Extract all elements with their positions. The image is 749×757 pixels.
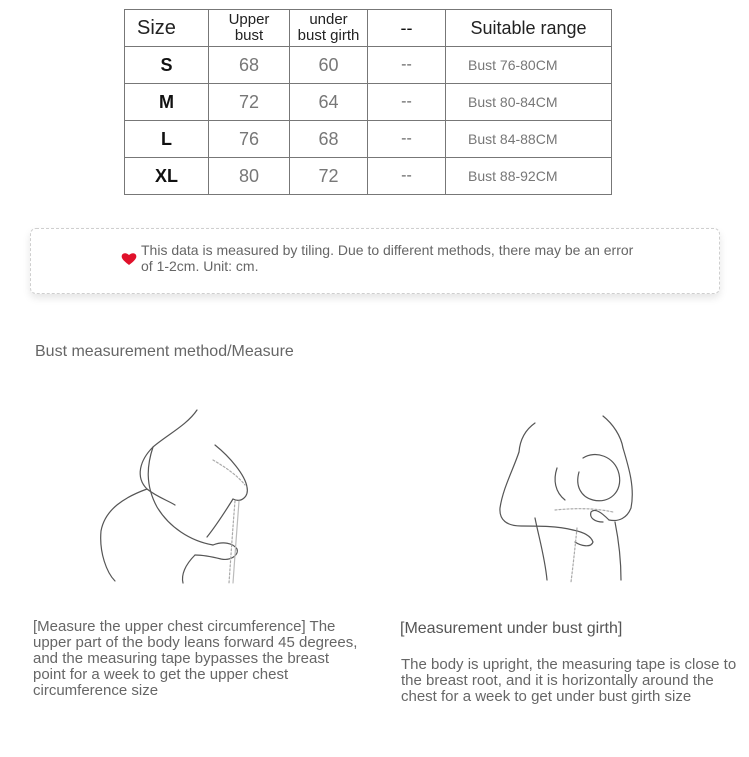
- under-bust-illustration: [495, 408, 640, 583]
- cell-dash: --: [368, 121, 446, 158]
- cell-size: L: [125, 121, 209, 158]
- cell-range: Bust 84-88CM: [446, 121, 612, 158]
- cell-under-bust: 64: [290, 84, 368, 121]
- cell-range: Bust 88-92CM: [446, 158, 612, 195]
- cell-upper-bust: 76: [209, 121, 290, 158]
- cell-range: Bust 76-80CM: [446, 47, 612, 84]
- cell-upper-bust: 80: [209, 158, 290, 195]
- table-row: [125, 158, 612, 195]
- cell-size: M: [125, 84, 209, 121]
- under-bust-caption-title: [Measurement under bust girth]: [400, 620, 623, 637]
- header-under-bust-line1: under: [309, 11, 348, 28]
- table-row: [125, 47, 612, 84]
- size-table: [124, 9, 612, 195]
- under-bust-caption: The body is upright, the measuring tape is close to the breast root, and it is horizontally around the chest for a week to get under bust girth size: [401, 656, 737, 705]
- upper-bust-illustration: [95, 405, 265, 585]
- header-dash: --: [368, 10, 446, 47]
- table-header-row: [125, 10, 612, 47]
- upper-bust-caption: [Measure the upper chest circumference] The upper part of the body leans forward 45 degrees, and the measuring tape bypasses the breast point for a week to get the upper chest circumference size: [33, 618, 358, 699]
- heart-icon: [121, 251, 137, 267]
- table-row: [125, 121, 612, 158]
- header-size: Size: [125, 10, 209, 47]
- header-suitable-range: Suitable range: [446, 10, 612, 47]
- section-heading: Bust measurement method/Measure: [35, 343, 294, 360]
- header-upper-bust-line1: Upper: [228, 11, 270, 28]
- cell-dash: --: [368, 84, 446, 121]
- cell-size: XL: [125, 158, 209, 195]
- cell-under-bust: 68: [290, 121, 368, 158]
- cell-under-bust: 72: [290, 158, 368, 195]
- note-text: This data is measured by tiling. Due to different methods, there may be an error of 1-2cm. Unit: cm.: [141, 242, 634, 274]
- header-upper-bust: [209, 10, 290, 47]
- cell-upper-bust: 68: [209, 47, 290, 84]
- measurement-note: [30, 228, 720, 294]
- cell-range: Bust 80-84CM: [446, 84, 612, 121]
- header-under-bust-line2: bust girth: [297, 27, 360, 44]
- header-under-bust: [290, 10, 368, 47]
- cell-dash: --: [368, 158, 446, 195]
- table-row: [125, 84, 612, 121]
- cell-upper-bust: 72: [209, 84, 290, 121]
- cell-under-bust: 60: [290, 47, 368, 84]
- header-upper-bust-line2: bust: [234, 27, 264, 44]
- cell-size: S: [125, 47, 209, 84]
- cell-dash: --: [368, 47, 446, 84]
